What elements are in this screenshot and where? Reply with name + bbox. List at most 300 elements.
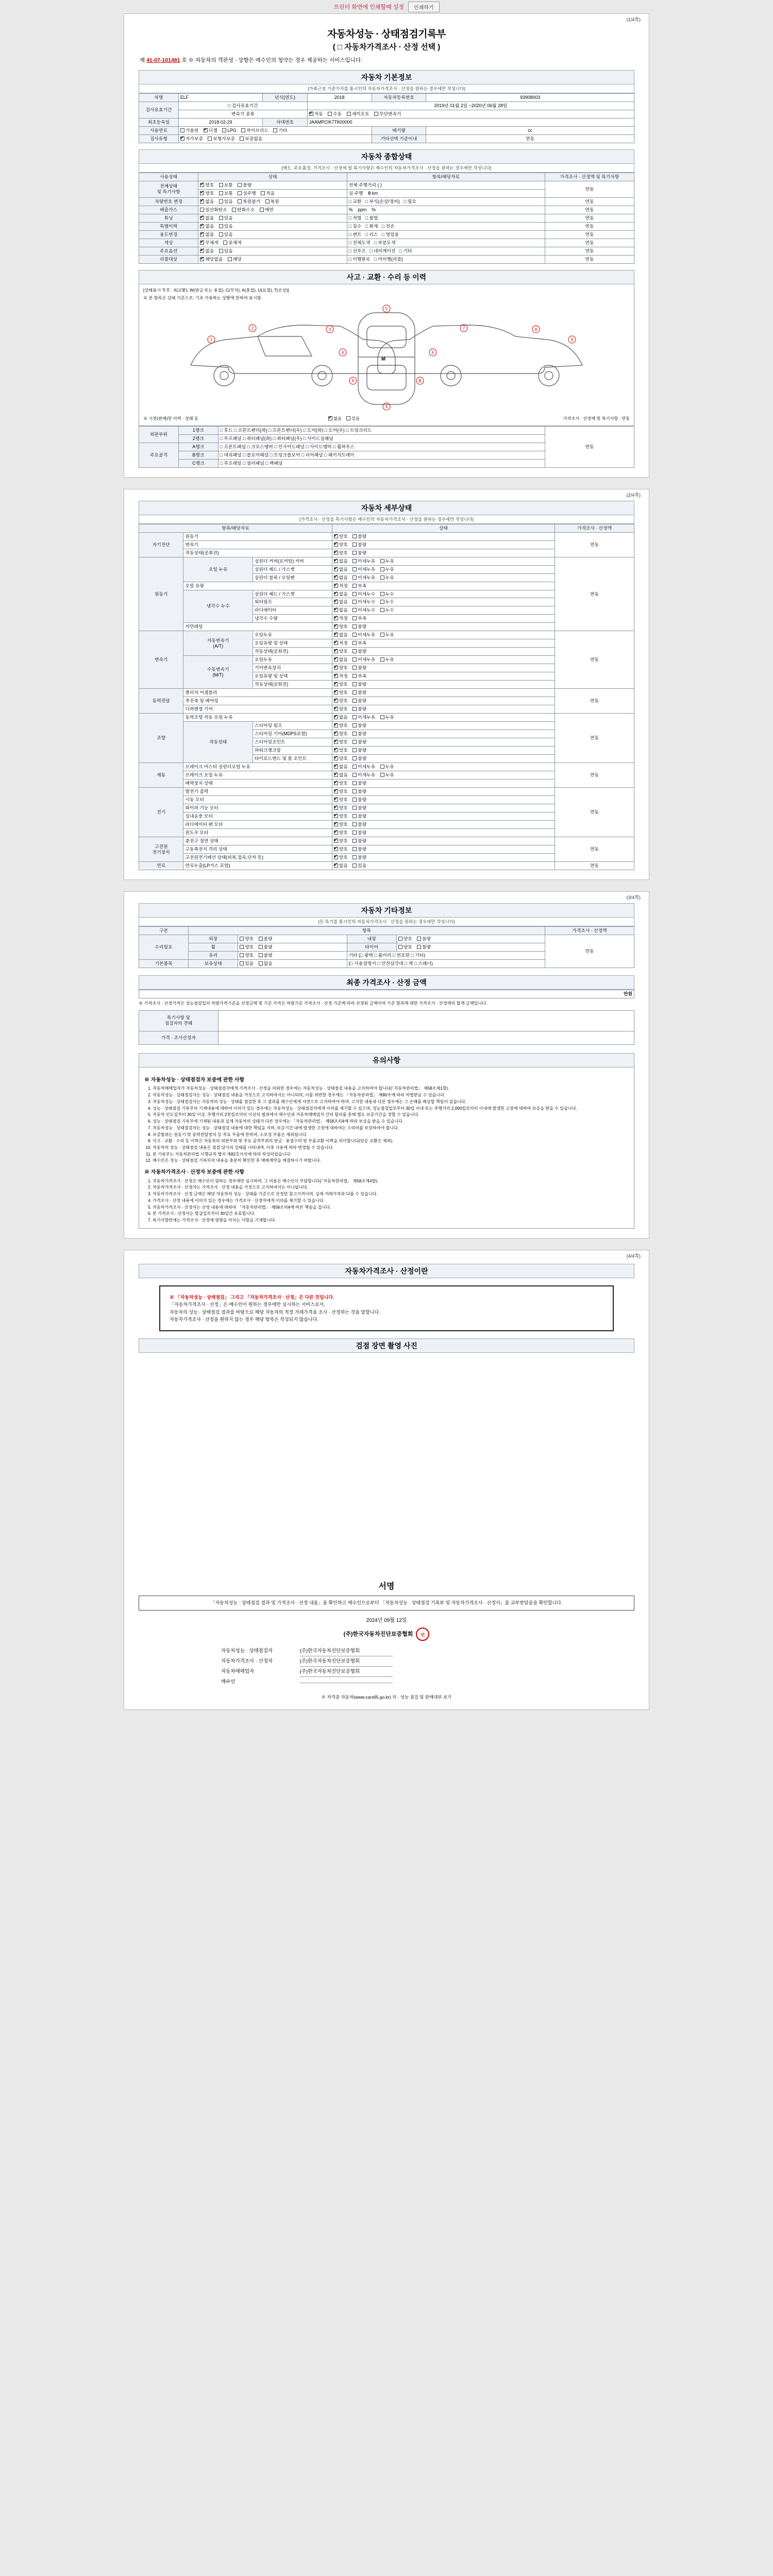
basic-info-table: [139, 93, 634, 143]
option-bad[interactable]: 불량: [352, 739, 366, 745]
etc-table: [139, 926, 634, 968]
row-label-tuning: 튜닝: [139, 214, 198, 222]
option-self-warranty[interactable]: ✔ 자가보증: [180, 136, 203, 142]
option-good[interactable]: ✔ 양호: [334, 624, 348, 630]
option-bad[interactable]: 불량: [352, 682, 366, 687]
option-good[interactable]: ✔ 양호: [334, 756, 348, 761]
option-special-exist[interactable]: 있음: [219, 224, 233, 229]
signature-company: (주)한국자동차진단보증협회 인: [139, 1628, 634, 1641]
option-bad[interactable]: 불량: [352, 855, 366, 860]
sub-at-leak: 오일누유: [253, 631, 332, 639]
state-master-cyl: [332, 763, 554, 771]
sign-label-buyer: 매수인: [221, 1679, 236, 1685]
section-overall-title: 자동차 종합상태: [139, 149, 634, 164]
terms-item: 6. 본 가격조사 · 산정서는 발급일로부터 30일간 유효합니다.: [153, 1211, 629, 1217]
item-oil-amount: 오일 유량: [183, 582, 332, 590]
option-leak[interactable]: 누수: [380, 607, 394, 613]
lead-prefix: 제: [140, 57, 145, 63]
option-micro-leak[interactable]: 미세누유: [352, 558, 375, 564]
option-gasoline[interactable]: 가솔린: [180, 128, 199, 133]
option-good[interactable]: 양호: [240, 953, 254, 958]
row-detail-platenum: □ 교환 □ 부식(손상/정비) □ 필요: [347, 197, 545, 206]
state-mt-amount: [332, 672, 554, 681]
option-leak[interactable]: 누수: [380, 599, 394, 605]
state-radiator: [332, 606, 554, 615]
option-lpg[interactable]: LPG: [222, 128, 237, 133]
sub-steer-joint: 스티어링조인트: [253, 738, 332, 747]
option-smoke[interactable]: 매연: [260, 207, 274, 213]
option-manual[interactable]: 수동: [328, 111, 342, 117]
state-rocker-cover: [332, 557, 554, 565]
option-good[interactable]: ✔ 양호: [334, 748, 348, 753]
option-leak[interactable]: 누유: [380, 657, 394, 663]
label-inspection: 검사유효기간: [139, 101, 179, 118]
sign-row: [221, 1646, 634, 1656]
option-bad[interactable]: 불량: [259, 936, 273, 942]
row-state-platenum: [198, 197, 347, 206]
option-bad[interactable]: 불량: [352, 797, 366, 803]
option-adequate[interactable]: ✔ 적정: [334, 640, 348, 646]
option-fuel-etc[interactable]: 기타: [273, 128, 287, 133]
option-good[interactable]: ✔ 양호: [334, 698, 348, 704]
final-amount: 만원: [139, 990, 634, 998]
terms-list-2: [153, 1178, 629, 1224]
option-insufficient[interactable]: 부족: [352, 616, 366, 621]
option-good[interactable]: ✔ 양호: [334, 838, 348, 844]
option-recall-yes[interactable]: 해당: [228, 257, 242, 262]
option-achromatic[interactable]: ✔ 무채색: [200, 240, 219, 246]
state-steer-pump: [332, 722, 554, 730]
option-bad[interactable]: 불량: [352, 698, 366, 704]
value-displacement: cc: [426, 126, 634, 134]
option-restore[interactable]: 복원: [265, 199, 279, 205]
section-terms-title: 유의사항: [139, 1053, 634, 1067]
option-hc[interactable]: 탄화수소: [232, 207, 255, 213]
option-good[interactable]: 양호: [398, 944, 412, 950]
table-row: [139, 94, 634, 102]
option-bad[interactable]: 불량: [352, 731, 366, 737]
row-label-special: 특별이력: [139, 222, 198, 230]
final-note: ※ 가격조사 · 산정가격은 성능점검일의 차량가격기준을 산정금액 및 기준 가격은 차량기준 가격조사 · 산정 기준에 따라 산정된 금액이며 기준 항목에 대한 가격조사 · 산정액의 합계 금액입니다.: [139, 1001, 488, 1006]
print-button[interactable]: 인쇄하기: [408, 2, 440, 12]
row-detail-usechange: □ 렌트 □ 리스 □ 영업용: [347, 230, 545, 239]
sub-power-crank: 파워크랭크암: [253, 747, 332, 755]
label-year: 년식(연도): [263, 94, 307, 102]
option-good[interactable]: ✔ 양호: [334, 690, 348, 696]
option-none[interactable]: ✔ 없음: [334, 764, 348, 770]
item-mt: 수동변속기 (M/T): [183, 656, 253, 689]
accident-bottom-row: [143, 416, 630, 421]
option-good[interactable]: ✔ 양호: [334, 846, 348, 852]
state-oil-amount: [332, 582, 554, 590]
option-good[interactable]: ✔ 양호: [334, 665, 348, 671]
option-good[interactable]: ✔ 양호: [334, 830, 348, 836]
option-exist[interactable]: 있음: [219, 199, 233, 205]
terms-item: 5. 자동차 인도일부터 30일 이상, 주행거리 2천킬로미터 이상의 범위에서 매수인과 자동차매매업자 간의 합의를 통해 별도 보증기간을 정할 수 있습니다.: [153, 1112, 629, 1118]
label-reg-no: 자동차등록번호: [372, 94, 426, 102]
state-clutch: [332, 689, 554, 697]
option-use-none[interactable]: ✔ 없음: [200, 232, 214, 238]
sub-mt-gear: 기어변속장치: [253, 664, 332, 672]
option-leak[interactable]: 누유: [380, 764, 394, 770]
option-micro-leak[interactable]: 미세누수: [352, 599, 375, 605]
option-normal2[interactable]: 보통: [219, 191, 233, 196]
table-row: [139, 426, 634, 434]
table-row: [139, 1031, 634, 1044]
option-good[interactable]: ✔ 양호: [334, 855, 348, 860]
option-bad[interactable]: 불량: [238, 182, 251, 188]
option-none[interactable]: ✔ 없음: [334, 575, 348, 581]
table-row: [139, 239, 634, 247]
state-water-pump: [332, 598, 554, 606]
option-actual[interactable]: 실주행: [238, 191, 256, 196]
option-bad[interactable]: 불량: [352, 690, 366, 696]
etc-right: 연동: [545, 935, 634, 968]
option-bad[interactable]: 불량: [417, 936, 431, 942]
option-adequate[interactable]: ✔ 적정: [334, 616, 348, 621]
option-accident-none[interactable]: ✔ 없음: [328, 416, 342, 421]
option-good[interactable]: ✔ 양호: [334, 649, 348, 654]
state-head-gasket: [332, 565, 554, 573]
option-leak[interactable]: 누유: [380, 575, 394, 581]
rank-items-2[interactable]: □ 루프패널 □ 쿼터패널(좌) □ 쿼터패널(우) □ 사이드실패널: [218, 434, 545, 443]
option-bad[interactable]: 불량: [352, 649, 366, 654]
option-good[interactable]: ✔ 양호: [334, 797, 348, 803]
sign-row: [221, 1656, 634, 1667]
sign-value-dealer[interactable]: (주)한국자동차진단보증협회: [300, 1667, 393, 1677]
value-inspection-period: 2019년 01월 2일 ~2020년 06월 28일: [307, 101, 634, 110]
rank-label-a: A랭크: [178, 443, 218, 451]
option-good[interactable]: ✔ 양호: [334, 542, 348, 548]
option-bad[interactable]: 불량: [352, 822, 366, 827]
state-battery-iso: [332, 845, 554, 854]
sub-at-idle: 작동상태(공회전): [253, 648, 332, 656]
option-co[interactable]: 일산화탄소: [200, 207, 227, 213]
option-none[interactable]: ✔ 없음: [334, 632, 348, 638]
etc-item-interior: 내장: [347, 935, 396, 943]
option-micro-leak[interactable]: 미세누수: [352, 591, 375, 597]
option-recall-na[interactable]: ✔ 해당없음: [200, 257, 223, 262]
etc-state-basic-items[interactable]: (□ 사용설명서 □ 안전삼각대 □ 잭 □ 스패너): [347, 959, 545, 968]
state-driveshaft: [332, 697, 554, 705]
terms-item: 5. 자동차가격조사 · 산정자는 산정 내용에 대하여 「자동차관리법」 제58조의4에 따른 책임을 집니다.: [153, 1205, 629, 1211]
option-good2[interactable]: ✔양호: [200, 191, 214, 196]
option-low[interactable]: 적음: [261, 191, 275, 196]
option-good[interactable]: ✔ 양호: [334, 731, 348, 737]
table-row: [139, 255, 634, 263]
option-micro-leak[interactable]: 미세누유: [352, 715, 375, 720]
state-brake-oil: [332, 771, 554, 779]
option-bad[interactable]: 불량: [352, 756, 366, 761]
option-bad[interactable]: 불량: [259, 953, 273, 958]
option-good[interactable]: ✔ 양호: [334, 534, 348, 539]
table-row: [139, 990, 634, 998]
option-tuning-none[interactable]: ✔ 없음: [200, 215, 214, 221]
option-adequate[interactable]: ✔ 적정: [334, 673, 348, 679]
option-none[interactable]: ✔ 없음: [334, 715, 348, 720]
svg-text:4: 4: [385, 404, 388, 409]
svg-text:2: 2: [251, 326, 254, 331]
row-right-special: 연동: [545, 222, 634, 230]
rank-items-c[interactable]: □ 루프레일 □ 필러패널 □ 백패널: [218, 459, 545, 467]
table-row: [139, 788, 634, 796]
row-right-platenum: 연동: [545, 197, 634, 206]
option-ins-warranty[interactable]: 보험사보증: [208, 136, 235, 142]
option-good[interactable]: ✔ 양호: [334, 814, 348, 819]
rank-items-a[interactable]: □ 프론트패널 □ 크로스멤버 □ 인사이드패널 □ 사이드멤버 □ 휠하우스: [218, 443, 545, 451]
option-use-exist[interactable]: 있음: [219, 232, 233, 238]
option-insufficient[interactable]: 부족: [352, 640, 366, 646]
group-hv: 고전원 전기장치: [139, 837, 183, 862]
col-etc-cat: 구분: [139, 926, 189, 935]
option-micro-leak[interactable]: 미세누유: [352, 632, 375, 638]
option-insufficient[interactable]: 부족: [352, 673, 366, 679]
right-fuel: 연동: [555, 861, 634, 870]
state-at-leak: [332, 631, 554, 639]
page-number-2: (2/4쪽): [626, 492, 641, 498]
option-norestore[interactable]: 복원불가: [238, 199, 260, 205]
svg-text:9: 9: [570, 337, 574, 342]
option-micro-leak[interactable]: 미세누유: [352, 657, 375, 663]
option-micro-leak[interactable]: 미세누유: [352, 764, 375, 770]
svg-text:B: B: [418, 378, 422, 383]
option-good[interactable]: ✔ 양호: [334, 550, 348, 556]
lead-suffix: 호 ※ 자동차의 객관성 · 상향은 매수인의 청약는 경우 제공하는 서비스입니다.: [181, 57, 362, 63]
sign-value-performance[interactable]: (주)한국자동차진단보증협회: [300, 1646, 393, 1656]
terms-head-1: ※ 자동차성능 · 상태점검자 보증에 관한 사항: [144, 1077, 245, 1083]
state-hv-wiring: [332, 854, 554, 862]
option-leak[interactable]: 누유: [380, 772, 394, 778]
footer-note: ※ 자격증 자동차(www.carзб5.go.kr) 자 · 성능 점검 및 판매대부 보기: [321, 1694, 452, 1700]
table-row: [139, 214, 634, 222]
option-bad[interactable]: 불량: [352, 665, 366, 671]
option-bad[interactable]: 불량: [352, 846, 366, 852]
option-none[interactable]: 없음: [259, 961, 273, 967]
item-oil-leak: 오일 누유: [183, 557, 253, 582]
option-good[interactable]: ✔ 양호: [334, 682, 348, 687]
option-cvt[interactable]: 무단변속기: [374, 111, 401, 117]
col-state: 상태: [198, 173, 347, 181]
section-accident-title: 사고 · 교환 · 수리 등 이력: [139, 270, 634, 284]
col-detail: 항목/해당자료: [347, 173, 545, 181]
table-row: [139, 110, 634, 118]
option-good[interactable]: ✔ 양호: [334, 781, 348, 786]
table-header-row: [139, 524, 634, 532]
option-exist[interactable]: 있음: [352, 863, 366, 869]
section-etc-note: [등 특기를 통시인의 자동차가격조사 · 산정을 원하는 경우에만 작성니다]: [139, 918, 634, 926]
option-insufficient[interactable]: 부족: [352, 583, 366, 589]
etc-item-glass: 유리: [189, 951, 238, 959]
option-leak[interactable]: 누유: [380, 558, 394, 564]
option-bad[interactable]: 불량: [352, 624, 366, 630]
option-none[interactable]: ✔ 없음: [334, 567, 348, 572]
print-notice: 프린터 화면에 인쇄할때 설정: [333, 4, 405, 10]
option-bad[interactable]: 불량: [352, 814, 366, 819]
option-bad[interactable]: 불량: [352, 838, 366, 844]
row-detail-tuning: □ 적법 □ 불법: [347, 214, 545, 222]
option-leak[interactable]: 누유: [380, 632, 394, 638]
option-none[interactable]: ✔ 없음: [334, 558, 348, 564]
row-right-option: 연동: [545, 247, 634, 255]
sign-value-price[interactable]: (주)한국자동차진단보증협회: [300, 1656, 393, 1667]
option-leak[interactable]: 누수: [380, 591, 394, 597]
right-electric: 연동: [555, 788, 634, 837]
rank-label-b: B랭크: [178, 451, 218, 459]
option-micro-leak[interactable]: 미세누유: [352, 575, 375, 581]
value-reg-no: 93908003: [426, 94, 634, 102]
option-diesel[interactable]: ✔ 디젤: [204, 128, 217, 133]
sub-radiator: 라디에이터: [253, 606, 332, 615]
option-bad[interactable]: 불량: [352, 550, 366, 556]
table-row: [139, 118, 634, 126]
item-common-rail: 커먼레일: [183, 623, 332, 631]
etc-cat-basic: 기본품목: [139, 959, 189, 968]
item-idle: 작동상태(공회전): [183, 549, 332, 557]
option-bad[interactable]: 불량: [259, 944, 273, 950]
table-row: [139, 247, 634, 255]
label-outer-panel: 외판부위: [139, 426, 179, 443]
value-fuel: [178, 126, 372, 134]
option-bad[interactable]: 불량: [352, 830, 366, 836]
option-good[interactable]: ✔양호: [200, 182, 214, 188]
option-none[interactable]: ✔ 없음: [200, 199, 214, 205]
sub-head-gasket: 실린더 헤드 / 가스켓: [253, 565, 332, 573]
option-none[interactable]: ✔ 없음: [334, 863, 348, 869]
option-exist[interactable]: 있음: [240, 961, 254, 967]
option-bad[interactable]: 불량: [352, 805, 366, 811]
value-first-reg: 2018-02-29: [178, 118, 262, 126]
option-opt-exist[interactable]: 있음: [219, 248, 233, 254]
option-micro-leak[interactable]: 미세누수: [352, 607, 375, 613]
terms-item: 2. 자동차가격조사 · 산정자는 가격조사 · 산정 내용을 거짓으로 고지하여서는 아니됩니다.: [153, 1184, 629, 1191]
sub-mt-leak: 오일누유: [253, 656, 332, 664]
option-bad[interactable]: 불량: [417, 944, 431, 950]
option-tuning-exist[interactable]: 있음: [219, 215, 233, 221]
option-bad[interactable]: 불량: [352, 781, 366, 786]
item-transmission: 변속기: [183, 540, 332, 549]
signature-lines: [221, 1646, 634, 1687]
option-good[interactable]: ✔ 양호: [334, 723, 348, 728]
option-good[interactable]: ✔ 양호: [334, 789, 348, 794]
terms-item: 4. 성능 · 상태점검 기록부의 기재내용에 대하여 이의가 있는 경우에는 자동차성능 · 상태점검자에게 이의를 제기할 수 있으며, 성능점검일로부터 30일 이내 또는 주행거리 2,000킬로미터 이내에 발생한 고장에 대하여 보증을 받을 수 있습니다.: [153, 1106, 629, 1112]
option-none[interactable]: ✔ 없음: [334, 591, 348, 597]
option-micro-leak[interactable]: 미세누유: [352, 567, 375, 572]
state-steer-joint: [332, 738, 554, 747]
row-state-color: [198, 239, 347, 247]
table-row: [139, 206, 634, 214]
table-row: [139, 134, 634, 143]
terms-list-1: [153, 1086, 629, 1164]
row-state-option: [198, 247, 347, 255]
option-bad[interactable]: 불량: [352, 748, 366, 753]
item-blower-motor: 실내송풍 모터: [183, 812, 332, 821]
option-opt-none[interactable]: ✔ 없음: [200, 248, 214, 254]
state-engine: [332, 532, 554, 540]
option-leak[interactable]: 누유: [380, 567, 394, 572]
group-fuel: 연료: [139, 861, 183, 870]
state-at-idle: [332, 648, 554, 656]
option-no-warranty[interactable]: 보증없음: [240, 136, 262, 142]
option-none[interactable]: ✔ 없음: [334, 772, 348, 778]
option-good[interactable]: ✔ 양호: [334, 706, 348, 712]
label-displacement: 배기량: [372, 126, 426, 134]
accident-bottom-label: ※ 시전(판매)한 이력 · 상태 등: [143, 416, 198, 421]
option-none[interactable]: ✔ 없음: [334, 599, 348, 605]
option-bad[interactable]: 불량: [352, 723, 366, 728]
state-tierod: [332, 755, 554, 763]
option-good[interactable]: 양호: [398, 936, 412, 942]
option-normal[interactable]: 보통: [219, 182, 233, 188]
value-special-opinion[interactable]: [218, 1010, 634, 1031]
state-coolant-head: [332, 590, 554, 598]
value-type: [178, 134, 372, 143]
etc-cat-repair: 수리필요: [139, 935, 189, 959]
option-none[interactable]: ✔ 없음: [334, 657, 348, 663]
option-accident-exist[interactable]: 있음: [346, 416, 360, 421]
option-none[interactable]: ✔ 없음: [334, 607, 348, 613]
col-use-state: 사용상태: [139, 173, 198, 181]
terms-item: 1. 자동차매매업자가 자동차성능 · 상태점검자에게 가격조사 · 산정을 의뢰한 경우에는 자동차성능 · 상태점검 내용을 고지하여야 합니다(「자동차관리법」 제58조제1항).: [153, 1086, 629, 1092]
option-chromatic[interactable]: 유채색: [223, 240, 242, 246]
option-good[interactable]: 양호: [240, 936, 254, 942]
rank-items-1[interactable]: □ 후드 □ 프론트펜더(좌) □ 프론트펜더(우) □ 도어(좌) □ 도어(우) □ 트렁크리드: [218, 426, 545, 434]
option-auto[interactable]: ✔ 자동: [309, 111, 323, 117]
etc-state-others[interactable]: 기타 (□ 광택 □ 룸미러 □ 번호판 □ 기타): [347, 951, 545, 959]
right-steering: 연동: [555, 714, 634, 763]
item-window-motor: 윈도우 모터: [183, 829, 332, 837]
sign-label-dealer: 자동차매매업자: [221, 1668, 255, 1674]
item-differential: 디퍼렌셜 기어: [183, 705, 332, 714]
terms-item: 3. 자동차성능 · 상태점검자는 자동차의 성능 · 상태를 점검한 후 그 결과를 매수인에게 서면으로 고지하여야 하며, 고지한 내용과 다른 경우에는 그 손해를 배상할 책임이 있습니다.: [153, 1099, 629, 1105]
svg-text:3: 3: [328, 327, 331, 332]
group-electric: 전기: [139, 788, 183, 837]
option-good[interactable]: 양호: [240, 944, 254, 950]
right-engine: 연동: [555, 557, 634, 631]
rank-label-c: C랭크: [178, 459, 218, 467]
detail-table: [139, 524, 634, 870]
signature-date: 2024년 09월 12일: [366, 1617, 407, 1623]
label-price-assessor: 가격 · 조사산정자: [139, 1031, 219, 1044]
state-charge-port: [332, 837, 554, 845]
option-bad[interactable]: 불량: [352, 534, 366, 539]
option-semi[interactable]: 세미오토: [347, 111, 369, 117]
option-leak[interactable]: 누유: [380, 715, 394, 720]
option-micro-leak[interactable]: 미세누유: [352, 772, 375, 778]
option-adequate[interactable]: ✔ 적정: [334, 583, 348, 589]
row-state-tuning: [198, 214, 347, 222]
section-final-title: 최종 가격조사 · 산정 금액: [139, 975, 634, 990]
option-special-none[interactable]: ✔ 없음: [200, 224, 214, 229]
option-hybrid[interactable]: 하이브리드: [241, 128, 268, 133]
option-bad[interactable]: 불량: [352, 706, 366, 712]
option-good[interactable]: ✔ 양호: [334, 805, 348, 811]
rank-items-b[interactable]: □ 대쉬패널 □ 플로어패널 □ 트렁크플로어 □ 리어패널 □ 패키지트레이: [218, 451, 545, 459]
value-price-assessor[interactable]: [218, 1031, 634, 1044]
option-good[interactable]: ✔ 양호: [334, 822, 348, 827]
option-bad[interactable]: 불량: [352, 789, 366, 794]
sub-rocker-cover: 실린더 커버(로커암) 커버: [253, 557, 332, 565]
table-row: [139, 763, 634, 771]
terms-item: 10. 자동차의 성능 · 상태점검 내용은 점검 당시의 상태를 나타내며, 이후 사용에 따라 변경될 수 있습니다.: [153, 1145, 629, 1151]
label-car-name: 차명: [139, 94, 179, 102]
value-inspection-type: □ 검사유효기간: [178, 101, 307, 110]
row-detail-mileage: 실 주행 0 km: [347, 189, 545, 197]
item-master-cyl: 브레이크 마스터 실린더오일 누유: [183, 763, 332, 771]
row-label-platenum: 차량번호 변경: [139, 197, 198, 206]
sub-head-gasket2: 실린더 헤드 / 가스켓: [253, 590, 332, 598]
option-bad[interactable]: 불량: [352, 542, 366, 548]
option-good[interactable]: ✔ 양호: [334, 739, 348, 745]
